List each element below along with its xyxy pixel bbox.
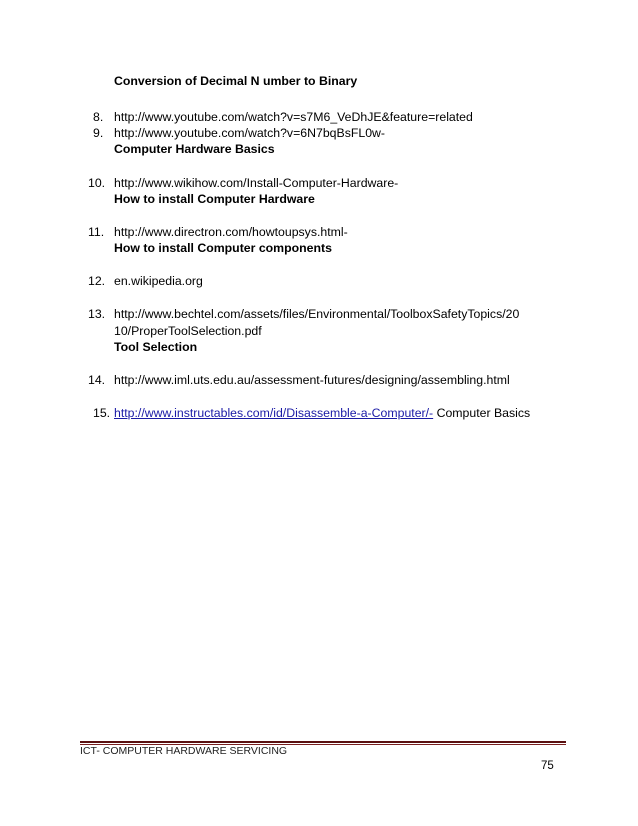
footer-divider [80, 741, 566, 743]
reference-url: http://www.youtube.com/watch?v=6N7bqBsFL0w- [114, 126, 386, 140]
reference-title: How to install Computer components [114, 241, 332, 255]
reference-url: http://www.bechtel.com/assets/files/Environmental/ToolboxSafetyTopics/20 [114, 307, 520, 321]
reference-link[interactable]: http://www.instructables.com/id/Disassemble-a-Computer/- [114, 406, 434, 420]
reference-url-continued: 10/ProperToolSelection.pdf [114, 324, 262, 338]
reference-url: en.wikipedia.org [114, 274, 203, 288]
reference-number: 15. [93, 406, 111, 420]
reference-title: Computer Hardware Basics [114, 142, 275, 156]
page-number: 75 [541, 760, 554, 772]
reference-title: How to install Computer Hardware [114, 192, 315, 206]
reference-url: http://www.directron.com/howtoupsys.html- [114, 225, 348, 239]
reference-entry [114, 406, 530, 421]
reference-url: http://www.youtube.com/watch?v=s7M6_VeDhJE&feature=related [114, 110, 473, 124]
reference-number: 14. [88, 373, 106, 387]
reference-url: http://www.iml.uts.edu.au/assessment-futures/designing/assembling.html [114, 373, 510, 387]
reference-number: 13. [88, 307, 106, 321]
reference-number: 9. [93, 126, 104, 140]
reference-number: 8. [93, 110, 104, 124]
reference-suffix: Computer Basics [433, 406, 531, 420]
reference-number: 11. [88, 225, 105, 239]
reference-number: 12. [88, 274, 106, 288]
reference-number: 10. [88, 176, 106, 190]
reference-url: http://www.wikihow.com/Install-Computer-Hardware- [114, 176, 399, 190]
footer-title: ICT- COMPUTER HARDWARE SERVICING [80, 745, 288, 757]
section-heading: Conversion of Decimal N umber to Binary [114, 74, 358, 88]
reference-title: Tool Selection [114, 340, 198, 354]
